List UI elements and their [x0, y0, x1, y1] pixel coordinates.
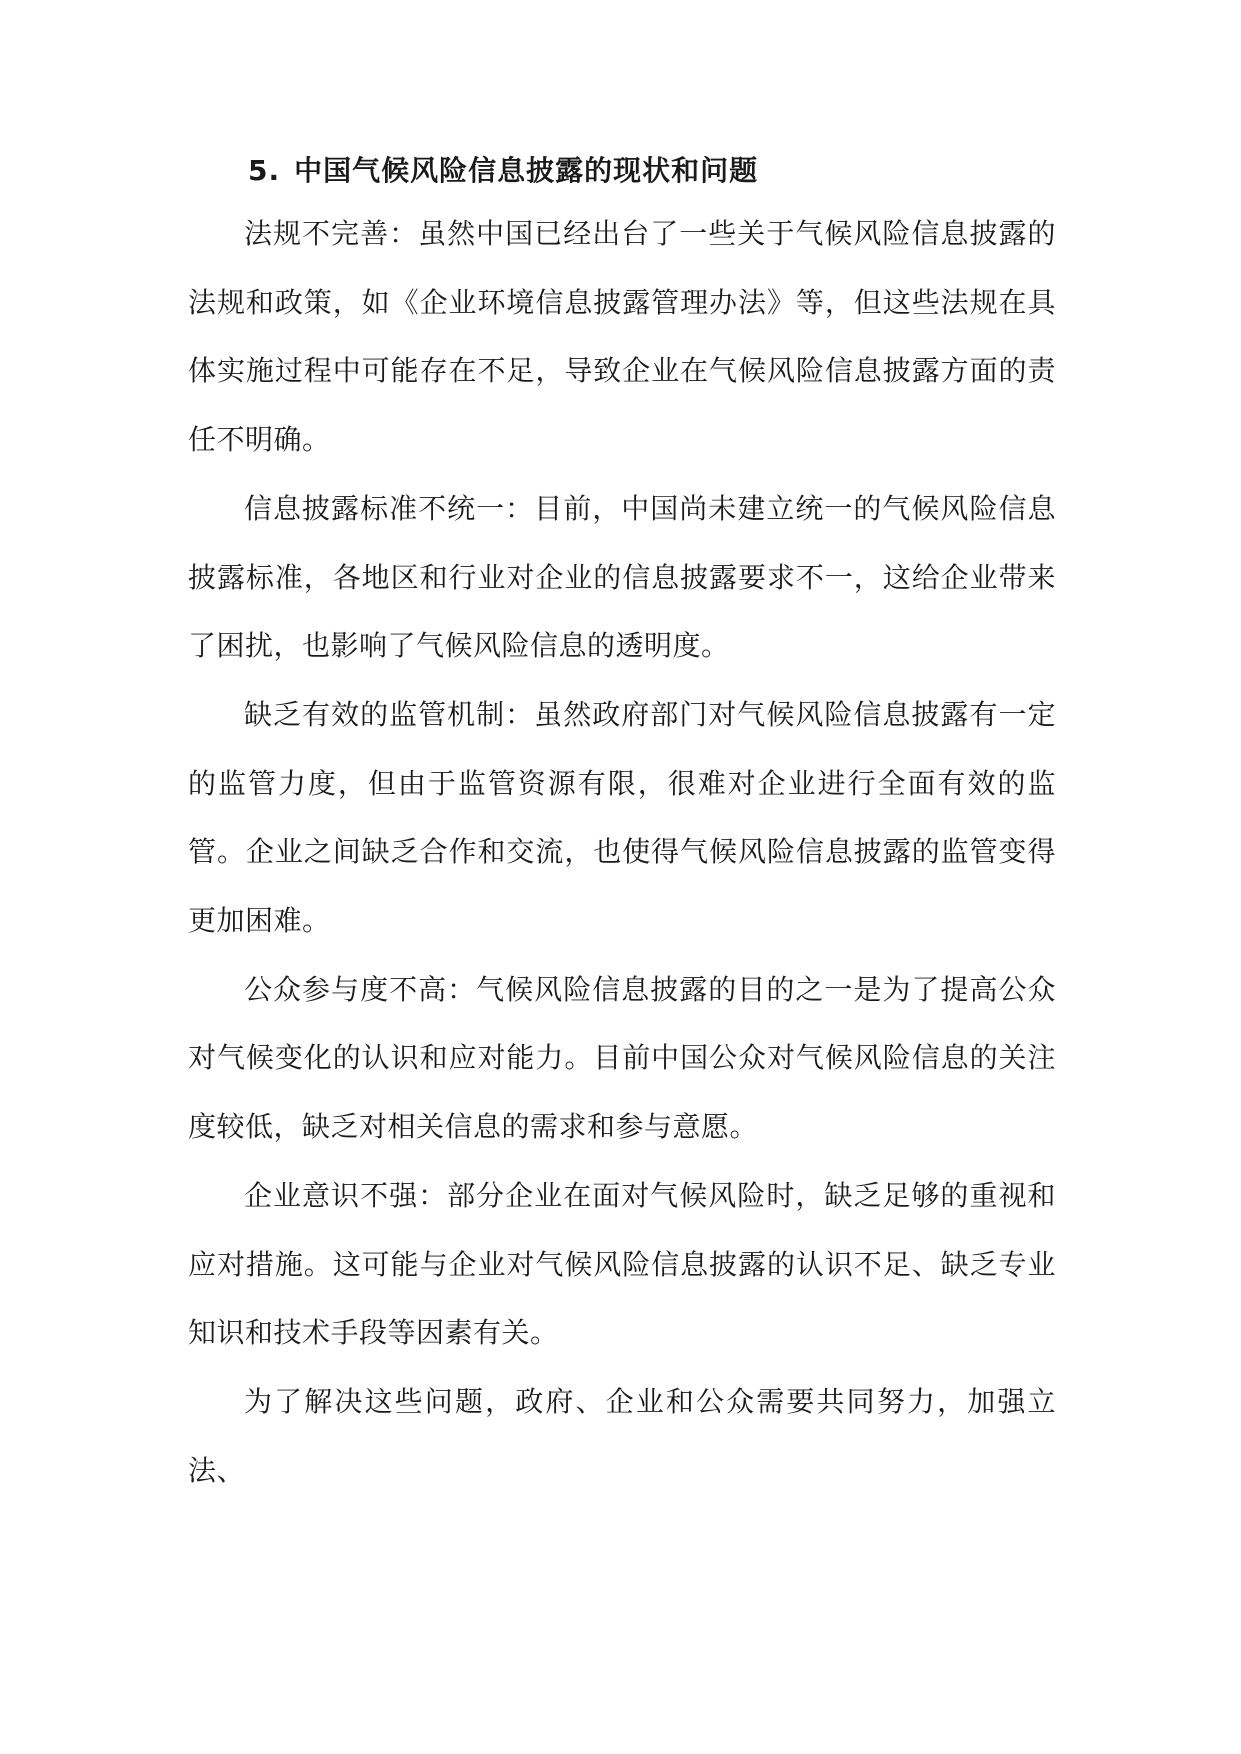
paragraph-standards: 信息披露标准不统一：目前，中国尚未建立统一的气候风险信息披露标准，各地区和行业对企业的信息披露要求不一，这给企业带来了困扰，也影响了气候风险信息的透明度。 — [188, 491, 1056, 663]
document-body — [188, 142, 1056, 1505]
paragraph-corporate-awareness: 企业意识不强：部分企业在面对气候风险时，缺乏足够的重视和应对措施。这可能与企业对气候风险信息披露的认识不足、缺乏专业知识和技术手段等因素有关。 — [188, 1178, 1056, 1350]
paragraph-public-participation: 公众参与度不高：气候风险信息披露的目的之一是为了提高公众对气候变化的认识和应对能力。目前中国公众对气候风险信息的关注度较低，缺乏对相关信息的需求和参与意愿。 — [188, 972, 1056, 1144]
paragraph-regulations: 法规不完善：虽然中国已经出台了一些关于气候风险信息披露的法规和政策，如《企业环境信息披露管理办法》等，但这些法规在具体实施过程中可能存在不足，导致企业在气候风险信息披露方面的责任不明确。 — [188, 217, 1056, 457]
paragraph-solutions: 为了解决这些问题，政府、企业和公众需要共同努力，加强立法、 — [188, 1384, 1056, 1487]
section-number: 5. — [248, 154, 281, 187]
section-heading — [188, 142, 1056, 200]
paragraph-supervision: 缺乏有效的监管机制：虽然政府部门对气候风险信息披露有一定的监管力度，但由于监管资源有限，很难对企业进行全面有效的监管。企业之间缺乏合作和交流，也使得气候风险信息披露的监管变得更加困难。 — [188, 697, 1056, 938]
section-title: 中国气候风险信息披露的现状和问题 — [294, 154, 759, 187]
